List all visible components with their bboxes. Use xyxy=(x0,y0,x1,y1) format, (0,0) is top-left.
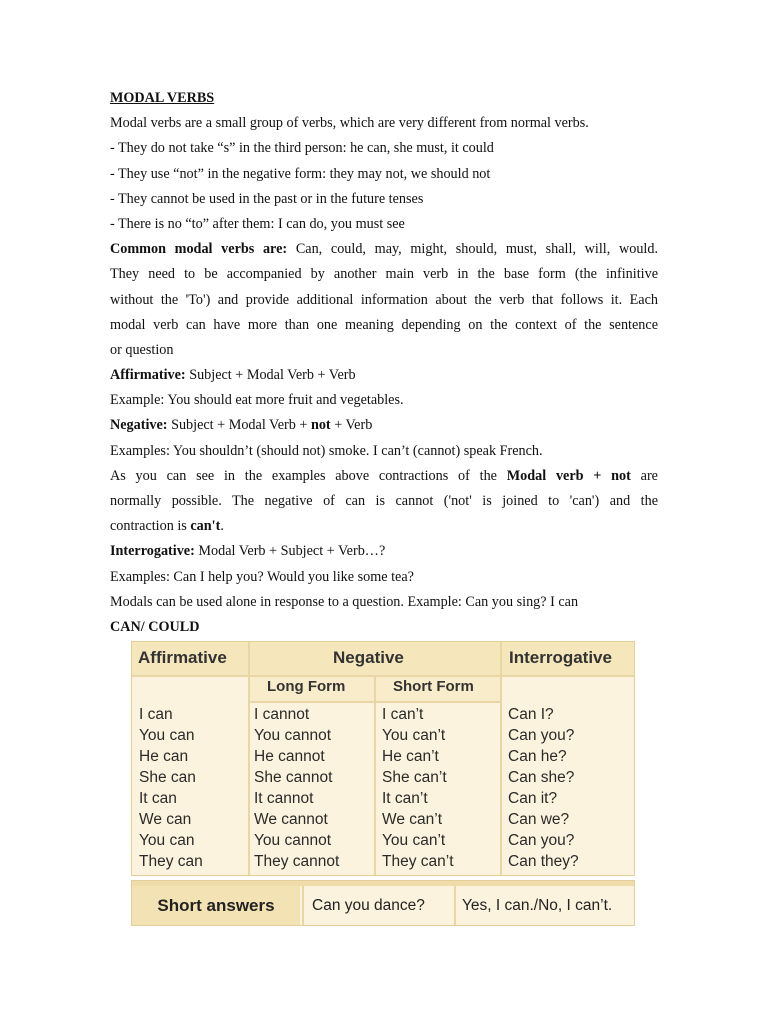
short-form-cell: We can’t xyxy=(382,811,443,828)
long-form-cell: We cannot xyxy=(254,811,328,828)
affirmative-cell: He can xyxy=(139,748,189,765)
affirmative-example: Example: You should eat more fruit and vegetables. xyxy=(110,392,404,409)
bullet-item: - There is no “to” after them: I can do, you must see xyxy=(110,215,405,232)
can-could-table xyxy=(131,641,635,876)
negative-formula-post: + Verb xyxy=(330,417,373,434)
interrogative-cell: Can you? xyxy=(508,727,575,744)
contraction-line: normally possible. The negative of can is cannot ('not' is joined to 'can') and the xyxy=(110,493,658,509)
interrogative-column xyxy=(508,704,579,872)
subheader-long-form: Long Form xyxy=(267,678,346,695)
affirmative-cell: You can xyxy=(139,727,195,744)
contraction-text: contraction is xyxy=(110,518,191,535)
subheader-short-form: Short Form xyxy=(393,678,474,695)
table-divider xyxy=(132,675,634,677)
affirmative-cell: It can xyxy=(139,790,177,807)
negative-examples: Examples: You shouldn’t (should not) smoke. I can’t (cannot) speak French. xyxy=(110,442,543,459)
document-body xyxy=(110,86,658,640)
negative-formula-pre: Subject + Modal Verb + xyxy=(167,417,311,434)
affirmative-rule xyxy=(110,363,658,388)
affirmative-column xyxy=(139,704,203,872)
interrogative-cell: Can we? xyxy=(508,811,570,828)
interrogative-label: Interrogative: xyxy=(110,543,195,560)
affirmative-cell: She can xyxy=(139,769,196,786)
common-modals-line xyxy=(110,237,658,262)
contraction-line xyxy=(110,464,658,489)
long-form-cell: He cannot xyxy=(254,748,325,765)
interrogative-cell: Can she? xyxy=(508,769,575,786)
interrogative-cell: Can you? xyxy=(508,832,575,849)
short-form-cell: He can’t xyxy=(382,748,439,765)
interrogative-examples: Examples: Can I help you? Would you like some tea? xyxy=(110,568,414,585)
header-interrogative: Interrogative xyxy=(509,648,612,667)
long-form-cell: She cannot xyxy=(254,769,333,786)
common-modals-text: modal verb can have more than one meaning depending on the context of the sentence xyxy=(110,316,658,333)
contraction-text: . xyxy=(220,518,224,535)
interrogative-cell: Can he? xyxy=(508,748,567,765)
header-negative: Negative xyxy=(333,648,404,667)
long-form-column xyxy=(254,704,339,872)
header-affirmative: Affirmative xyxy=(138,648,227,667)
contraction-bold: Modal verb + not xyxy=(506,467,631,484)
contraction-text: As you can see in the examples above contractions of the xyxy=(110,467,507,484)
long-form-cell: You cannot xyxy=(254,727,332,744)
page-title: MODAL VERBS xyxy=(110,90,215,106)
affirmative-cell: They can xyxy=(139,853,203,870)
negative-label: Negative: xyxy=(110,417,168,434)
common-modals-text: They need to be accompanied by another main verb in the base form (the infinitive xyxy=(110,266,658,283)
short-answers-answer: Yes, I can./No, I can’t. xyxy=(454,886,634,925)
contraction-line xyxy=(110,514,658,539)
table-divider xyxy=(374,676,376,875)
bullet-item: - They do not take “s” in the third person: he can, she must, it could xyxy=(110,140,494,157)
negative-rule xyxy=(110,413,658,438)
cant-bold: can't xyxy=(190,518,221,535)
short-form-cell: I can’t xyxy=(382,706,424,723)
modals-alone-text: Modals can be used alone in response to a question. Example: Can you sing? I can xyxy=(110,593,579,610)
short-answers-box xyxy=(131,880,635,926)
short-answers-question: Can you dance? xyxy=(302,886,454,925)
negative-not: not xyxy=(310,417,331,434)
common-modals-text: or question xyxy=(110,341,174,358)
interrogative-cell: Can it? xyxy=(508,790,558,807)
affirmative-cell: You can xyxy=(139,832,195,849)
affirmative-formula: Subject + Modal Verb + Verb xyxy=(185,367,356,384)
long-form-cell: They cannot xyxy=(254,853,340,870)
common-modals-list: Can, could, may, might, should, must, shall, will, would. xyxy=(287,241,658,258)
interrogative-cell: Can they? xyxy=(508,853,579,870)
short-form-column xyxy=(382,704,454,872)
contraction-text: are xyxy=(630,467,658,484)
short-form-cell: They can’t xyxy=(382,853,454,870)
bullet-item: - They use “not” in the negative form: they may not, we should not xyxy=(110,165,491,182)
short-form-cell: It can’t xyxy=(382,790,428,807)
interrogative-formula: Modal Verb + Subject + Verb…? xyxy=(194,543,386,560)
affirmative-cell: We can xyxy=(139,811,192,828)
long-form-cell: I cannot xyxy=(254,706,310,723)
short-form-cell: You can’t xyxy=(382,727,446,744)
short-form-cell: You can’t xyxy=(382,832,446,849)
common-modals-text: without the 'To') and provide additional information about the verb that follows it. Each xyxy=(110,291,658,308)
long-form-cell: You cannot xyxy=(254,832,332,849)
short-answers-label: Short answers xyxy=(132,886,300,925)
bullet-item: - They cannot be used in the past or in the future tenses xyxy=(110,190,424,207)
common-modals-label: Common modal verbs are: xyxy=(110,241,288,258)
intro-paragraph: Modal verbs are a small group of verbs, which are very different from normal verbs. xyxy=(110,115,589,132)
table-divider xyxy=(248,701,502,703)
short-form-cell: She can’t xyxy=(382,769,447,786)
interrogative-rule xyxy=(110,539,658,564)
long-form-cell: It cannot xyxy=(254,790,314,807)
interrogative-cell: Can I? xyxy=(508,706,554,723)
affirmative-cell: I can xyxy=(139,706,173,723)
section-heading: CAN/ COULD xyxy=(110,618,200,635)
affirmative-label: Affirmative: xyxy=(110,367,186,384)
